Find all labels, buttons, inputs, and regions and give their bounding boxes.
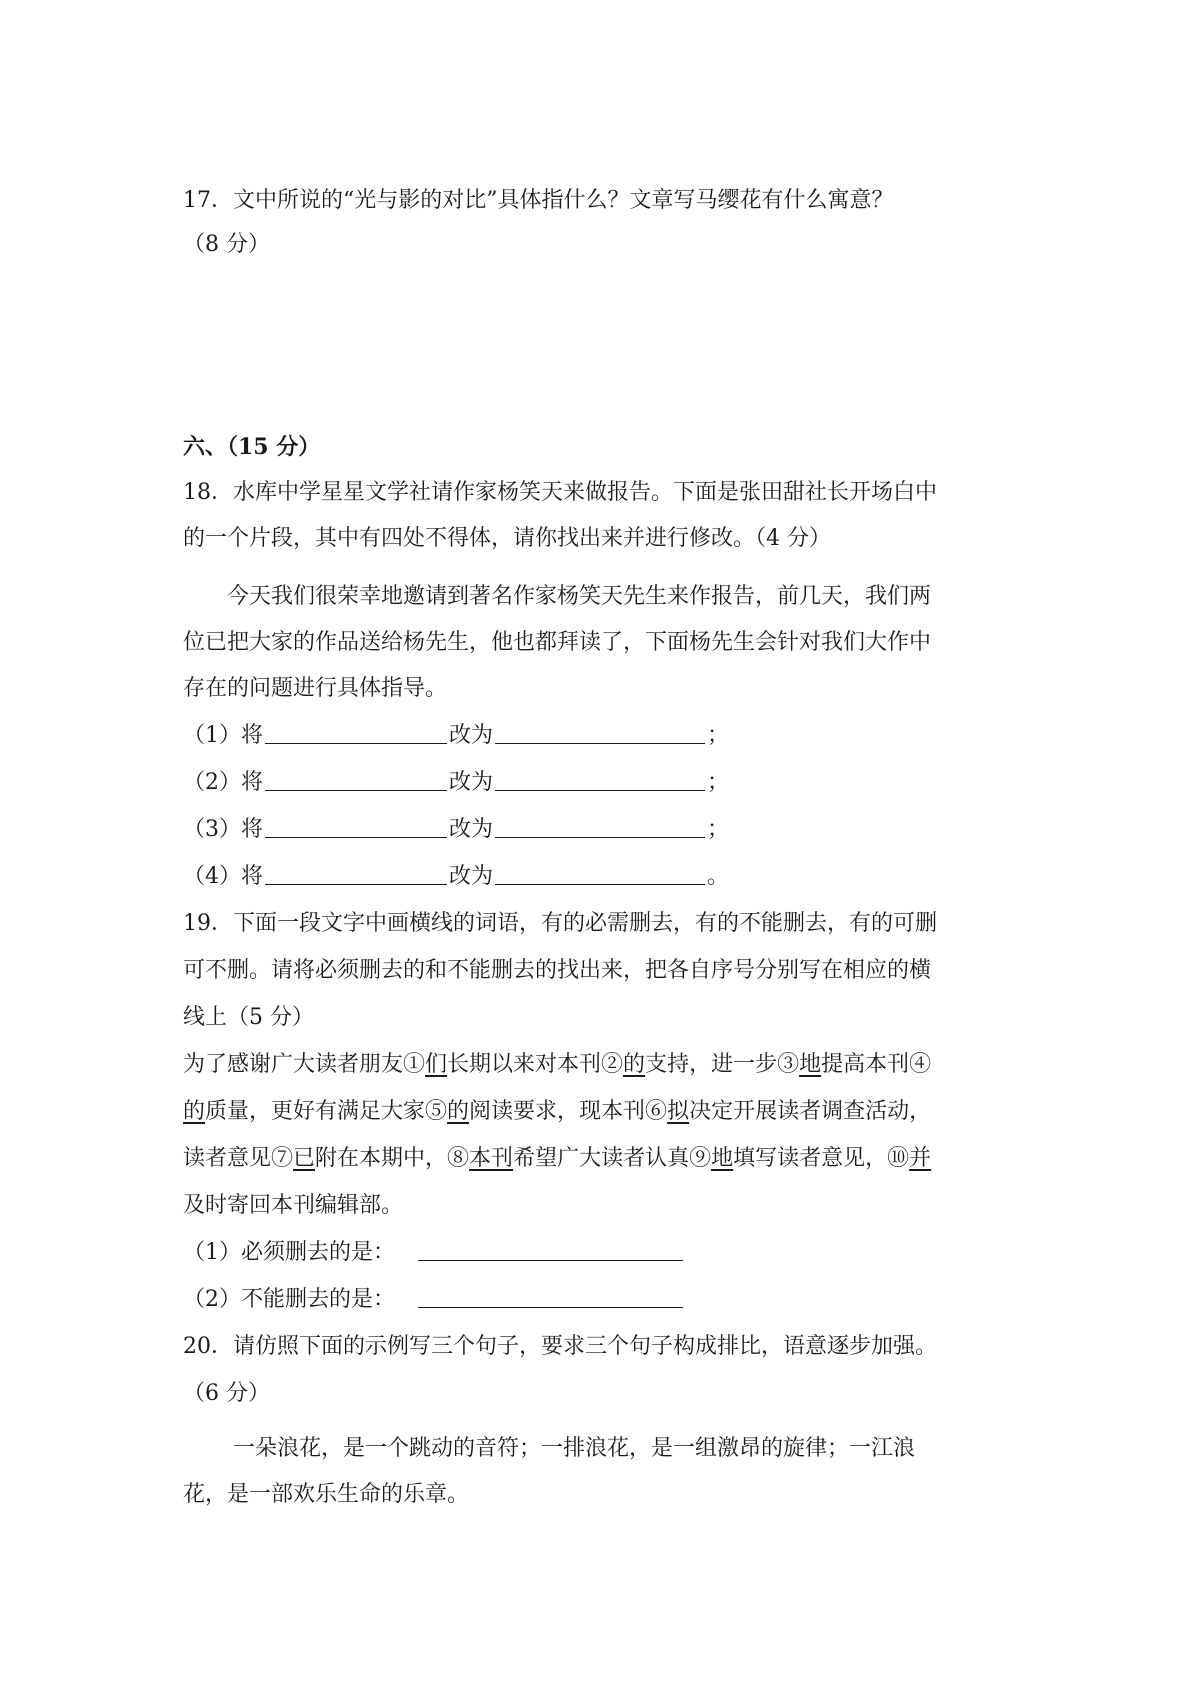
q17-line-2: （8 分）	[183, 232, 270, 257]
q19-passage-text: 希望广大读者认真⑨	[513, 1146, 712, 1171]
q19-passage-text: 填写读者意见，⑩	[733, 1146, 910, 1171]
q18-answer-end: ；	[707, 817, 730, 842]
q18-answer-mid: 改为	[449, 864, 494, 889]
q18-answer-label: （3）将	[183, 817, 263, 842]
q18-passage-line-2: 位已把大家的作品送给杨先生，他也都拜读了，下面杨先生会针对我们大作中	[183, 630, 932, 655]
q20-line-2: （6 分）	[183, 1381, 270, 1406]
q18-line-2: 的一个片段，其中有四处不得体，请你找出来并进行修改。（4 分）	[183, 526, 831, 551]
q18-blank-original-1[interactable]	[265, 721, 447, 744]
q19-passage-text: 附在本期中，⑧	[315, 1146, 470, 1171]
q19-underlined-word: 已	[293, 1146, 316, 1171]
q19-passage-text: 阅读要求，现本刊⑥	[469, 1099, 668, 1124]
q19-blank-must-delete[interactable]	[418, 1238, 683, 1261]
q19-passage-text: 提高本刊④	[821, 1052, 932, 1077]
q19-underlined-word: 本刊	[469, 1146, 514, 1171]
q18-answer-mid: 改为	[449, 817, 494, 842]
q18-answer-end: 。	[707, 864, 730, 889]
q19-passage-text: 为了感谢广大读者朋友①	[183, 1052, 426, 1077]
q19-passage-line-2	[183, 1097, 1030, 1127]
q18-answer-label: （2）将	[183, 770, 263, 795]
q19-passage-text: 质量，更好有满足大家⑤	[205, 1099, 448, 1124]
q19-line-1: 19．下面一段文字中画横线的词语，有的必需删去，有的不能删去，有的可删	[183, 911, 937, 936]
q19-underlined-word: 们	[425, 1052, 448, 1077]
q18-answer-end: ；	[707, 770, 730, 795]
q19-passage-line-1	[183, 1050, 1030, 1080]
q19-passage-line-4: 及时寄回本刊编辑部。	[183, 1193, 404, 1218]
q18-answer-label: （4）将	[183, 864, 263, 889]
q19-line-3: 线上（5 分）	[183, 1005, 314, 1030]
q19-underlined-word: 的	[623, 1052, 646, 1077]
q18-line-1: 18．水库中学星星文学社请作家杨笑天来做报告。下面是张田甜社长开场白中	[183, 480, 937, 505]
q19-passage-text: 决定开展读者调查活动，	[689, 1099, 932, 1124]
q18-blank-revised-3[interactable]	[495, 815, 705, 838]
q20-example-line-2: 花，是一部欢乐生命的乐章。	[183, 1482, 470, 1507]
q18-answer-end: ；	[707, 723, 730, 748]
q18-passage-line-3: 存在的问题进行具体指导。	[183, 676, 448, 701]
q20-example-line-1: 一朵浪花，是一个跳动的音符；一排浪花，是一组激昂的旋律；一江浪	[233, 1436, 916, 1461]
q19-passage-text: 读者意见⑦	[183, 1146, 294, 1171]
q19-passage-text: 长期以来对本刊②	[447, 1052, 624, 1077]
q19-answer-label-cannot-delete: （2）不能删去的是：	[183, 1287, 395, 1312]
q18-answer-mid: 改为	[449, 723, 494, 748]
q18-answer-mid: 改为	[449, 770, 494, 795]
q19-underlined-word: 的	[183, 1099, 206, 1124]
q18-passage-line-1: 今天我们很荣幸地邀请到著名作家杨笑天先生来作报告，前几天，我们两	[227, 584, 932, 609]
q18-blank-revised-4[interactable]	[495, 862, 705, 885]
q17-line-1: 17．文中所说的“光与影的对比”具体指什么？文章写马缨花有什么寓意？	[183, 188, 894, 213]
q19-blank-cannot-delete[interactable]	[418, 1285, 683, 1308]
q19-passage-text: 支持，进一步③	[645, 1052, 800, 1077]
q19-underlined-word: 的	[447, 1099, 470, 1124]
q19-underlined-word: 并	[909, 1146, 932, 1171]
section-6-heading: 六、（15 分）	[183, 434, 321, 460]
q20-line-1: 20．请仿照下面的示例写三个句子，要求三个句子构成排比，语意逐步加强。	[183, 1334, 937, 1359]
q19-passage-line-3	[183, 1144, 1030, 1174]
q18-blank-original-2[interactable]	[265, 768, 447, 791]
q19-answer-label-must-delete: （1）必须删去的是：	[183, 1240, 395, 1265]
q18-blank-original-4[interactable]	[265, 862, 447, 885]
q19-underlined-word: 拟	[667, 1099, 690, 1124]
q19-underlined-word: 地	[711, 1146, 734, 1171]
q18-blank-revised-2[interactable]	[495, 768, 705, 791]
q18-answer-label: （1）将	[183, 723, 263, 748]
q19-line-2: 可不删。请将必须删去的和不能删去的找出来，把各自序号分别写在相应的横	[183, 958, 932, 983]
q19-underlined-word: 地	[799, 1052, 822, 1077]
q18-blank-revised-1[interactable]	[495, 721, 705, 744]
q18-blank-original-3[interactable]	[265, 815, 447, 838]
